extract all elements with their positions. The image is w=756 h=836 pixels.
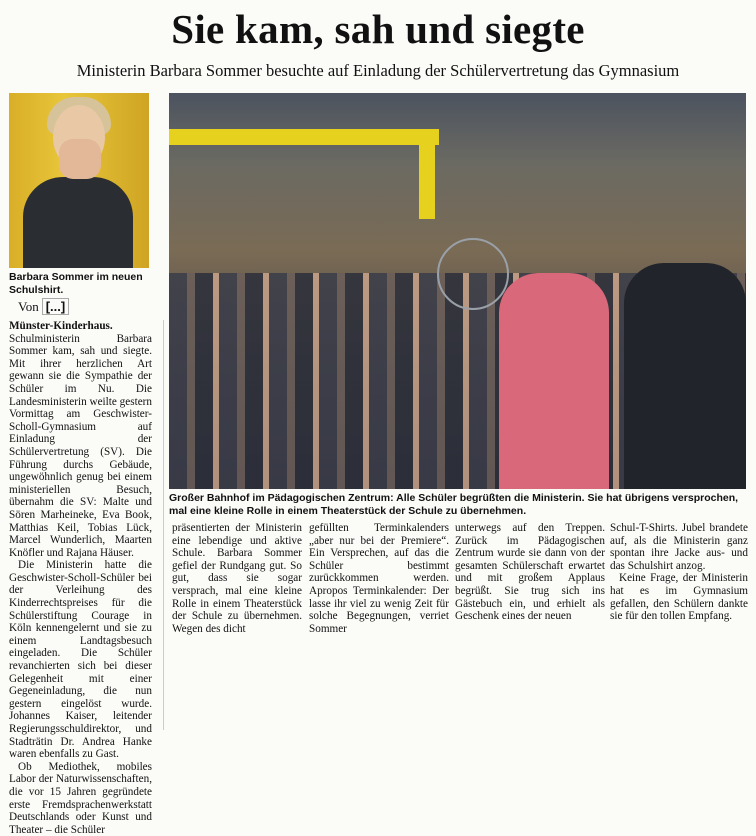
article-column-2	[172, 522, 302, 635]
paragraph: unterwegs auf den Treppen. Zurück im Pädagogischen Zentrum wurde sie dann von der gesamten Schülerschaft erwartet und mit großem Applaus begrüßt. Sie trug sich ins Gästebuch ein, und erhielt als Geschenk eines der neuen	[455, 522, 605, 623]
paragraph: Die Ministerin hatte die Geschwister-Scholl-Schüler bei der Verleihung des Kinderrechtspreises für die Schülerstiftung Courage in Köln kennengelernt und sie zu einem Landtagsbesuch eingeladen. Die Schüler revanchierten sich bei dieser Gelegenheit mit einer Gegeneinladung, die nun gestern eingelöst wurde. Johannes Kaiser, leitender Regierungsschuldirektor, und Stadträtin Dr. Andrea Hanke waren ebenfalls zu Gast.	[9, 559, 152, 761]
article-column-5	[610, 522, 748, 623]
portrait-caption: Barbara Sommer im neuen Schulshirt.	[9, 271, 143, 296]
paragraph: Keine Frage, der Ministerin hat es im Gymnasium gefallen, den Schülern dankte sie für den tollen Empfang.	[610, 572, 748, 623]
byline	[18, 298, 69, 315]
article-column-4	[455, 522, 605, 623]
photo-caption: Großer Bahnhof im Pädagogischen Zentrum: Alle Schüler begrüßten die Ministerin. Sie hat übrigens versprochen, mal eine kleine Rolle in einem Theaterstück der Schule zu übernehmen.	[169, 492, 739, 517]
paragraph: Ob Mediothek, mobiles Labor der Naturwissenschaften, die vor 15 Jahren gegründete erste Fremdsprachenwerkstatt Deutschlands oder Kunst und Theater – die Schüler	[9, 760, 152, 836]
paragraph: Schulministerin Barbara Sommer kam, sah und siegte. Mit ihrer herzlichen Art gewann sie die Sympathie der Schüler im Nu. Die Landesministerin weilte gestern Vormittag am Geschwister-Scholl-Gymnasium auf Einladung der Schülervertretung (SV). Die Führung durchs Gebäude, ungewöhnlich genug bei einem ministeriellen Besuch, übernahm die SV: Malte und Sören Marheineke, Eva Book, Matthias Keil, Tobias Lück, Marcel Wunderlich, Maarten Knöfler und Rajana Häuser.	[9, 332, 152, 559]
paragraph: präsentierten der Ministerin eine lebendige und aktive Schule. Barbara Sommer gefiel der Rundgang gut. So gut, dass sie sogar versprach, mal eine kleine Rolle in einem Theaterstück der Schule zu übernehmen. Wegen des dicht	[172, 522, 302, 635]
portrait-photo	[9, 93, 149, 268]
byline-author: [...]	[42, 298, 70, 315]
subheadline: Ministerin Barbara Sommer besuchte auf Einladung der Schülervertretung das Gymnasium	[76, 61, 680, 80]
article-column-3	[309, 522, 449, 635]
headline: Sie kam, sah und siegte	[171, 6, 585, 52]
byline-prefix: Von	[18, 299, 39, 314]
article-column-1	[9, 320, 152, 836]
paragraph: gefüllten Terminkalenders „aber nur bei der Premiere“. Ein Versprechen, auf das die Schüler bestimmt zurückkommen werden. Apropos Terminkalender: Der lasse ihr viel zu wenig Zeit für solche Begegnungen, verriet Sommer	[309, 522, 449, 635]
column-divider	[163, 320, 164, 730]
paragraph: Schul-T-Shirts. Jubel brandete auf, als die Ministerin ganz spontan ihre Jacke aus- und das Schulshirt anzog.	[610, 522, 748, 572]
main-photo	[169, 93, 746, 489]
dateline: Münster-Kinderhaus.	[9, 320, 113, 332]
